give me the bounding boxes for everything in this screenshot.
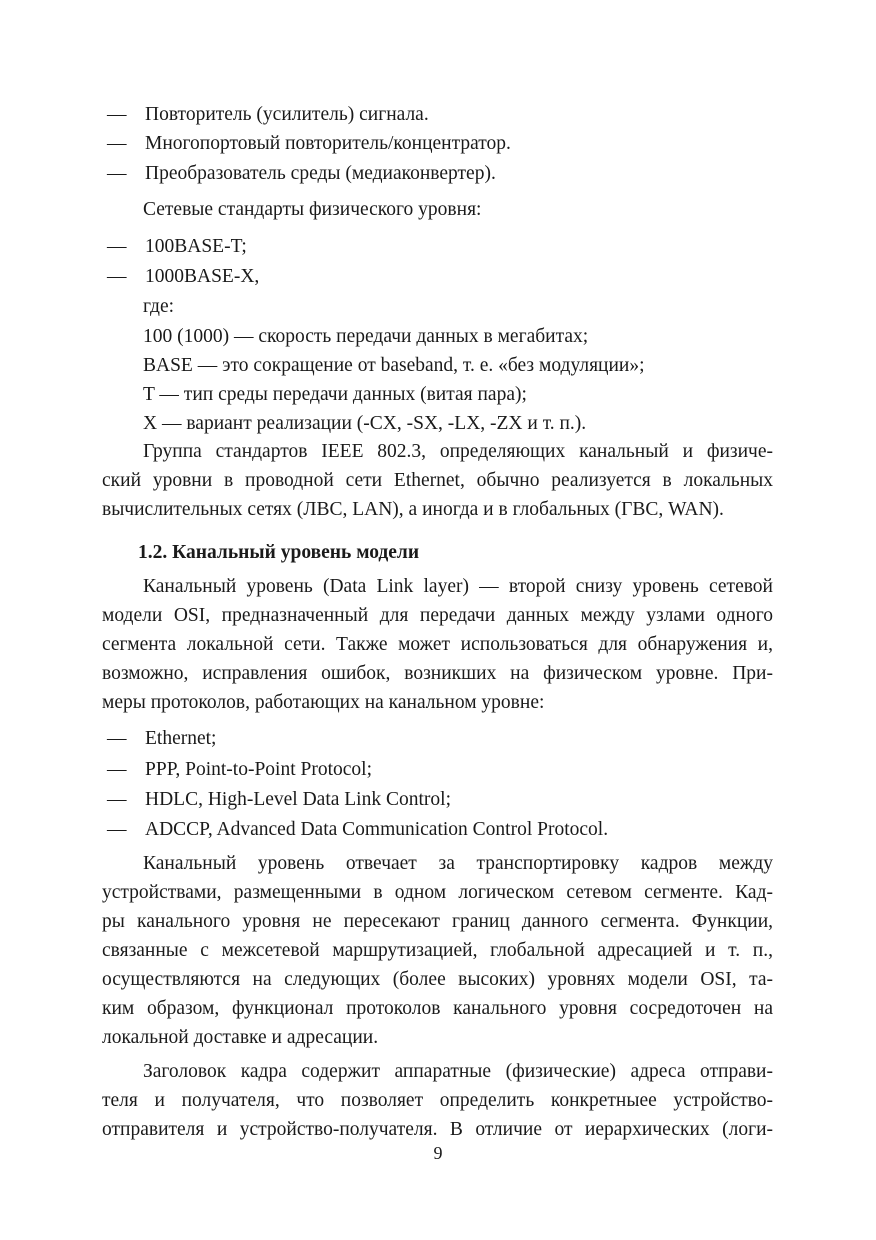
bullet-dash: — [107, 163, 127, 184]
paragraph-line: ский уровни в проводной сети Ethernet, обычно реализуется в локальных [102, 470, 773, 491]
list-item: PPP, Point-to-Point Protocol; [145, 759, 373, 780]
paragraph-line: устройствами, размещенными в одном логическом сетевом сегменте. Кад- [102, 882, 773, 903]
where-label: где: [143, 296, 175, 317]
definition-line: 100 (1000) — скорость передачи данных в мегабитах; [143, 326, 589, 347]
paragraph-line: осуществляются на следующих (более высоких) уровнях модели OSI, та- [102, 969, 773, 990]
list-item: Преобразователь среды (медиаконвертер). [145, 163, 496, 184]
list-item: Ethernet; [145, 728, 217, 749]
bullet-dash: — [107, 759, 127, 780]
bullet-dash: — [107, 104, 127, 125]
list-item: ADCCP, Advanced Data Communication Control Protocol. [145, 819, 609, 840]
bullet-dash: — [107, 266, 127, 287]
bullet-dash: — [107, 236, 127, 257]
paragraph-line: связанные с межсетевой маршрутизацией, глобальной адресацией и т. п., [102, 940, 773, 961]
paragraph-line: локальной доставке и адресации. [102, 1027, 379, 1048]
definition-line: T — тип среды передачи данных (витая пара); [143, 384, 527, 405]
standards-intro: Сетевые стандарты физического уровня: [143, 199, 482, 220]
paragraph-line: Канальный уровень отвечает за транспортировку кадров между [143, 853, 773, 874]
section-heading: 1.2. Канальный уровень модели [138, 542, 420, 563]
paragraph-line: меры протоколов, работающих на канальном уровне: [102, 692, 545, 713]
paragraph-line: Заголовок кадра содержит аппаратные (физические) адреса отправи- [143, 1061, 773, 1082]
paragraph-line: модели OSI, предназначенный для передачи данных между узлами одного [102, 605, 773, 626]
paragraph-line: ры канального уровня не пересекают границ данного сегмента. Функции, [102, 911, 773, 932]
paragraph-line: вычислительных сетях (ЛВС, LAN), а иногда и в глобальных (ГВС, WAN). [102, 499, 724, 520]
list-item: Повторитель (усилитель) сигнала. [145, 104, 429, 125]
paragraph-line: Канальный уровень (Data Link layer) — второй снизу уровень сетевой [143, 576, 773, 597]
bullet-dash: — [107, 133, 127, 154]
paragraph-line: отправителя и устройство-получателя. В отличие от иерархических (логи- [102, 1119, 773, 1140]
paragraph-line: сегмента локальной сети. Также может использоваться для обнаружения и, [102, 634, 773, 655]
bullet-dash: — [107, 728, 127, 749]
paragraph-line: теля и получателя, что позволяет определить конкретныее устройство- [102, 1090, 773, 1111]
page-number: 9 [433, 1143, 443, 1163]
definition-line: BASE — это сокращение от baseband, т. е. «без модуляции»; [143, 355, 645, 376]
list-item: 100BASE-T; [145, 236, 247, 257]
bullet-dash: — [107, 789, 127, 810]
list-item: Многопортовый повторитель/концентратор. [145, 133, 511, 154]
paragraph-line: возможно, исправления ошибок, возникших на физическом уровне. При- [102, 663, 773, 684]
paragraph-line: ким образом, функционал протоколов канального уровня сосредоточен на [102, 998, 773, 1019]
list-item: 1000BASE-X, [145, 266, 260, 287]
definition-line: X — вариант реализации (-CX, -SX, -LX, -ZX и т. п.). [143, 413, 587, 434]
bullet-dash: — [107, 819, 127, 840]
paragraph-line: Группа стандартов IEEE 802.3, определяющих канальный и физиче- [143, 441, 773, 462]
list-item: HDLC, High-Level Data Link Control; [145, 789, 451, 810]
